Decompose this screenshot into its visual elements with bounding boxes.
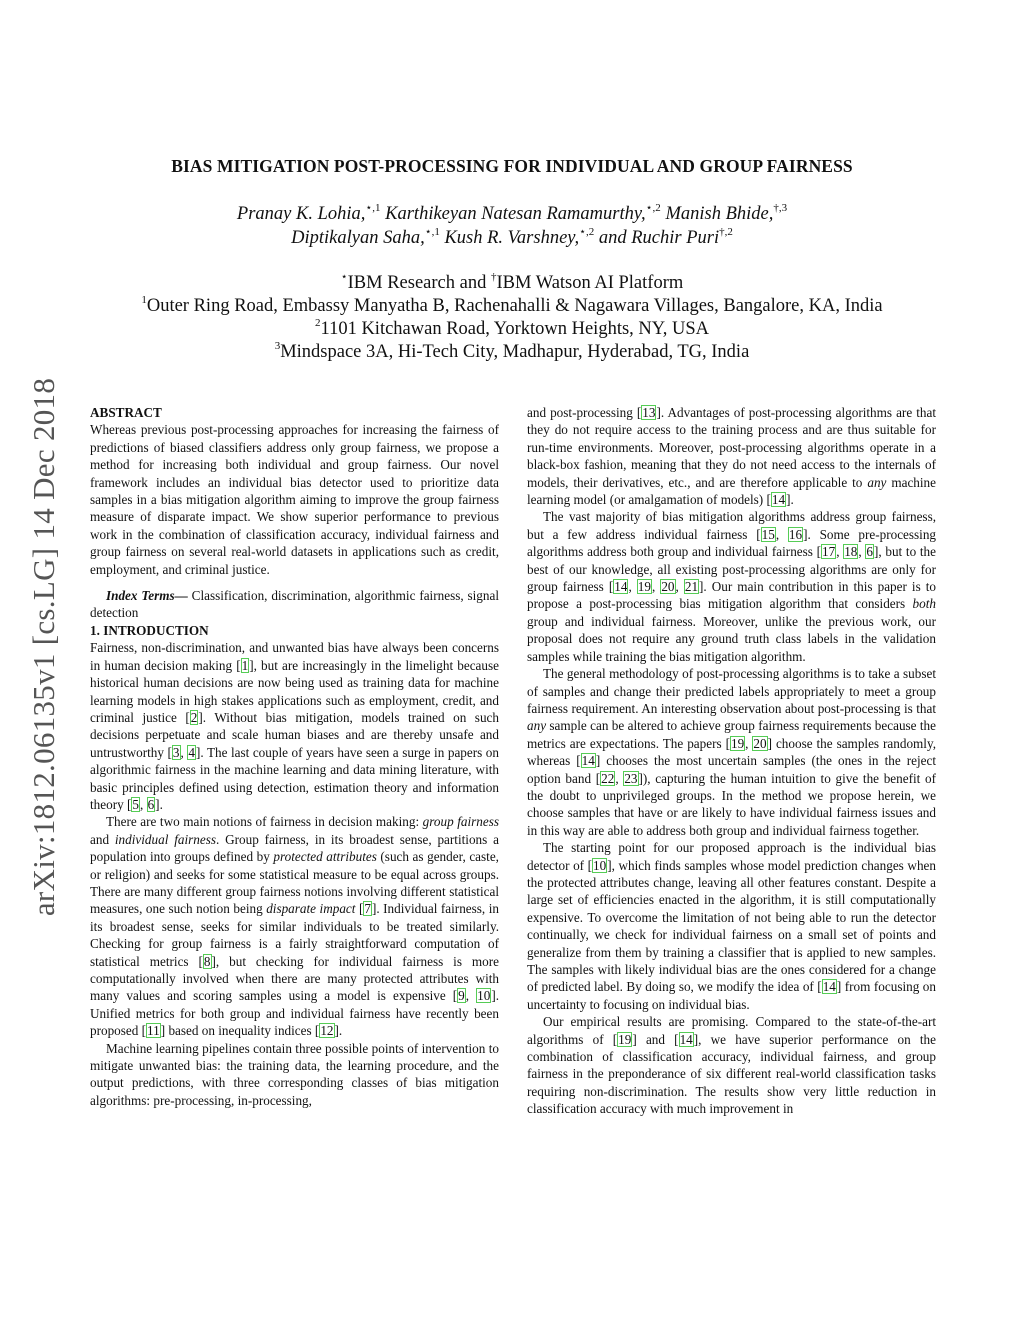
author-name: Karthikeyan Natesan Ramamurthy, (385, 204, 646, 224)
citation-link[interactable]: 14 (822, 979, 836, 995)
citation-link[interactable]: 14 (581, 753, 595, 769)
citation-link[interactable]: 14 (771, 492, 786, 508)
citation-link[interactable]: 21 (684, 579, 699, 595)
body-paragraph: There are two main notions of fairness in decision making: group fairness and individual fairness. Group fairness, in its broadest sense, partitions a population into groups defined by protected attributes (such as gender, caste, or religion) and seeks for some statistical measure to be equal across groups. There are many different group fairness notions involving different statistical measures, one such notion being disparate impact [7]. Individual fairness, in its broadest sense, seeks for similar individuals to be treated similarly. Checking for group fairness is a fairly straightforward computation of statistical metrics [8], but checking for individual fairness is more computationally involved when there are many protected attributes with many values and scoring samples using a model is expensive [9, 10]. Unified metrics for both group and individual fairness have recently been proposed [11] based on inequality indices [12]. (90, 814, 500, 1039)
citation-link[interactable]: 15 (761, 526, 775, 542)
author-name: Manish Bhide, (665, 204, 774, 224)
address-line: $^2$1101 Kitchawan Road, Yorktown Heights, NY, USA (315, 317, 709, 339)
index-terms: Index Terms— Classification, discrimination, algorithmic fairness, signal detection (90, 588, 499, 621)
citation-link[interactable]: 14 (679, 1031, 693, 1047)
citation-link[interactable]: 6 (147, 796, 155, 812)
affiliations (0, 272, 1024, 364)
body-paragraph: Machine learning pipelines contain three possible points of intervention to mitigate unwanted bias: the training data, the learning procedure, and the output predictions, with three corresponding classes of bias mitigation algorithms: pre-processing, in-processing, (90, 1040, 499, 1108)
author-list (0, 202, 1024, 250)
address-line: $^1$Outer Ring Road, Embassy Manyatha B, Rachenahalli & Nagawara Villages, Bangalore, KA, India (141, 294, 883, 316)
citation-link[interactable]: 9 (458, 988, 465, 1004)
author-mark: †,3 (773, 202, 788, 214)
author-name: and Ruchir Puri (598, 228, 720, 248)
citation-link[interactable]: 20 (753, 735, 767, 751)
citation-link[interactable]: 20 (661, 579, 675, 595)
body-paragraph: Our empirical results are promising. Compared to the state-of-the-art algorithms of [19] and [14], we have superior performance on the combination of classification accuracy, individual fairness, and group fairness in the preponderance of six different real-world classification tasks requiring non-discrimination. The results show very little reduction in classification accuracy with much improvement in (527, 1014, 936, 1117)
citation-link[interactable]: 22 (601, 770, 615, 786)
citation-link[interactable]: 13 (642, 405, 656, 420)
citation-link[interactable]: 10 (477, 988, 491, 1004)
citation-link[interactable]: 8 (203, 953, 211, 969)
citation-link[interactable]: 1 (241, 657, 249, 673)
author-mark: ⋆,1 (365, 202, 381, 214)
citation-link[interactable]: 7 (364, 901, 371, 917)
author-mark: ⋆,2 (645, 202, 661, 214)
citation-link[interactable]: 19 (618, 1031, 632, 1047)
citation-link[interactable]: 23 (624, 770, 638, 786)
organization-line: ⋆IBM Research and †IBM Watson AI Platform (340, 271, 684, 293)
author-name: Diptikalyan Saha, (291, 228, 425, 248)
citation-link[interactable]: 12 (320, 1023, 334, 1039)
paper-title: BIAS MITIGATION POST-PROCESSING FOR INDIVIDUAL AND GROUP FAIRNESS (171, 156, 853, 176)
section-heading: 1. INTRODUCTION (90, 622, 209, 638)
body-paragraph: Fairness, non-discrimination, and unwanted bias have always been concerns in human decision making [1], but are increasingly in the limelight because historical human decisions are now being used as training data for machine learning models in high stakes applications such as employment, credit, and criminal justice [2]. Without bias mitigation, models trained on such decisions perpetuate and scale human biases and are thereby unsafe and untrustworthy [3, 4]. The last couple of years have seen a surge in papers on algorithmic fairness in the machine learning and data mining literature, with basic principles defined using detection, estimation theory and information theory [5, 6]. (90, 640, 499, 812)
author-name: Kush R. Varshney, (444, 228, 580, 248)
author-mark: ⋆,1 (424, 226, 440, 238)
abstract-heading: ABSTRACT (90, 405, 162, 420)
author-mark: ⋆,2 (579, 226, 595, 238)
citation-link[interactable]: 4 (188, 744, 195, 760)
body-paragraph: The vast majority of bias mitigation algorithms address group fairness, but a few address individual fairness [15, 16]. Some pre-processing algorithms address both group and individual fairness [17, 18, 6], but to the best of our knowledge, all existing post-processing algorithms are only for group fairness [14, 19, 20, 21]. Our main contribution in this paper is to propose a post-processing bias mitigation algorithm that considers both group and individual fairness. Moreover, unlike the previous work, our proposal does not require any ground truth class labels in the validation samples while training the bias mitigation algorithm. (527, 509, 937, 664)
body-paragraph: The general methodology of post-processing algorithms is to take a subset of samples and change their predicted labels appropriately to meet a group fairness requirement. An interesting observation about post-processing is that any sample can be altered to achieve group fairness requirements because the metrics are expectations. The papers [19, 20] choose the samples randomly, whereas [14] chooses the most uncertain samples (the ones in the reject option band [22, 23]), capturing the human intuition to give the benefit of the doubt to unprivileged groups. In the method we propose herein, we choose samples that have or are likely to have individual fairness issues and in this way are able to address both group and individual fairness together. (527, 666, 936, 838)
author-mark: †,2 (719, 226, 733, 238)
body-paragraph: The starting point for our proposed approach is the individual bias detector of [10], which finds samples whose model prediction changes when the protected attributes change, leaving all other features constant. Despite a large set of efficiencies enacted in the algorithm, it is still computationally expensive. To overcome the limitation of not being able to run the detector continually, we check for individual fairness on a small set of points and generalize from them by training a classifier that is applied to new samples. The samples with likely individual bias are the ones considered for a change of predicted label. By doing so, we modify the idea of [14] from focusing on uncertainty to focusing on individual bias. (527, 840, 936, 1012)
citation-link[interactable]: 5 (132, 796, 139, 812)
arxiv-identifier: arXiv:1812.06135v1 [cs.LG] 14 Dec 2018 (26, 377, 61, 917)
citation-link[interactable]: 18 (844, 544, 858, 560)
citation-link[interactable]: 6 (866, 544, 873, 560)
author-name: Pranay K. Lohia, (236, 204, 366, 224)
address-line: $^3$Mindspace 3A, Hi-Tech City, Madhapur, Hyderabad, TG, India (274, 340, 750, 362)
citation-link[interactable]: 3 (172, 744, 180, 760)
citation-link[interactable]: 11 (147, 1023, 160, 1039)
citation-link[interactable]: 10 (593, 857, 607, 873)
citation-link[interactable]: 14 (614, 579, 628, 595)
citation-link[interactable]: 17 (822, 544, 836, 560)
left-column (90, 404, 499, 1109)
citation-link[interactable]: 19 (730, 735, 745, 751)
right-column (527, 404, 936, 1118)
abstract-text: Whereas previous post-processing approaches for increasing the fairness of predictions of biased classifiers address only group fairness, we propose a method for increasing both individual and group fairness. Our novel framework includes an individual bias detector used to prioritize data samples in a bias mitigation algorithm aiming to improve the group fairness measure of disparate impact. We show superior performance to previous work in the combination of classification accuracy, individual fairness and group fairness on several real-world datasets in applications such as credit, employment, and criminal justice. (90, 422, 499, 577)
citation-link[interactable]: 19 (637, 579, 651, 595)
body-paragraph: and post-processing [13]. Advantages of post-processing algorithms are that they do not require access to the training process and are thus suitable for run-time environments. Moreover, post-processing algorithms operate in a black-box fashion, meaning that they do not need access to the internals of models, their derivatives, etc., and are therefore applicable to any machine learning model (or amalgamation of models) [14]. (527, 405, 937, 508)
citation-link[interactable]: 2 (190, 709, 198, 725)
citation-link[interactable]: 16 (788, 526, 803, 542)
